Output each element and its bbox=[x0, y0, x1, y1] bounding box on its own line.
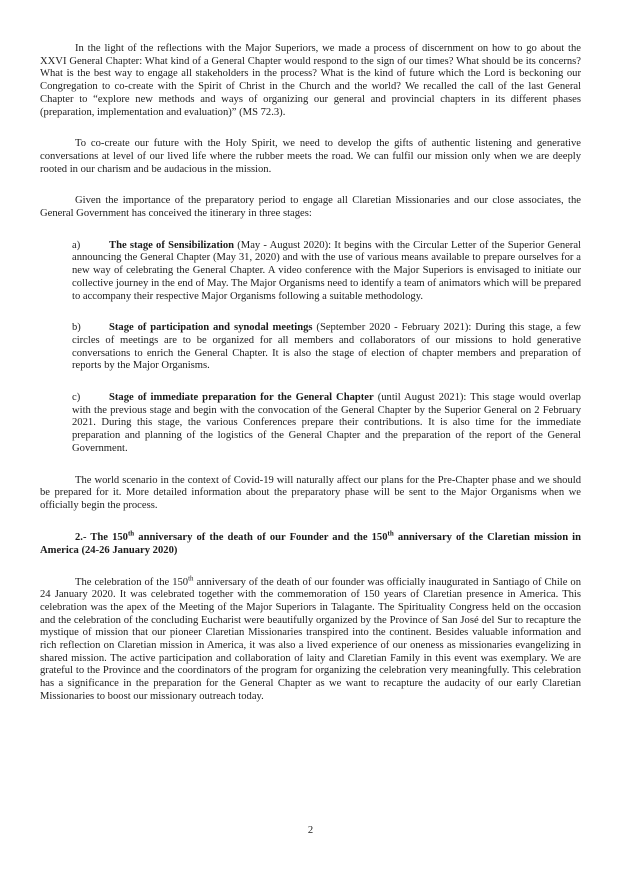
stage-item-a-label: a) bbox=[72, 239, 81, 251]
heading-superscript-th-1: th bbox=[127, 529, 135, 538]
section-heading-150th-anniversary bbox=[40, 529, 581, 558]
stage-item-c-text: (until August 2021): This stage would overlap with the previous stage and begin with the convocation of the General Chapter by the Superior General on 2 February 2021. During this stage, the various Conferences prepare their contributions. It is also time for the immediate preparation and planning of the logistics of the General Chapter and the preparation of the report of the General Government. bbox=[72, 392, 581, 454]
paragraph-cocreate: To co-create our future with the Holy Spirit, we need to develop the gifts of authentic listening and generative conversations at level of our lived life where the rubber meets the road. We can fulfil our mission only when we are deeply rooted in our charism and be audacious in the mission. bbox=[40, 138, 581, 175]
celebration-text-part1: The celebration of the 150 bbox=[75, 576, 189, 588]
stage-item-a-title: The stage of Sensibilization bbox=[109, 239, 235, 251]
stage-item-c-label: c) bbox=[72, 392, 81, 404]
stage-item-c-title: Stage of immediate preparation for the General Chapter bbox=[109, 392, 374, 404]
celebration-text-part2: anniversary of the death of our founder was officially inaugurated in Santiago of Chile on 24 January 2020. It was celebrated together with the commemoration of 150 years of Claretian presence in America. This celebration was the apex of the Meeting of the Major Superiors in Talagante. The Spirituality Congress held on the occasion and the celebration of the concluding Eucharist were beautifully organized by the Province of San José del Sur to recapture the mystique of mission that our pioneer Claretian Missionaries transpired into the continent. Besides valuable information and rich reflection on Claretian mission in America, it was also a lived experience of our oneness as missionaries evangelizing in shared mission. The active participation and collaboration of laity and Claretian Family in this event was exemplary. We are grateful to the Province and the coordinators of the program for organizing the celebration very meaningfully. This celebration has a significance in the preparation for the General Chapter as we want to recapture the audacity of our early Claretian Missionaries to boost our missionary outreach today. bbox=[40, 576, 581, 702]
document-content bbox=[40, 43, 581, 723]
stage-item-c bbox=[72, 392, 581, 456]
heading-text-part3: anniversary of the Claretian mission in America (24-26 January 2020) bbox=[40, 531, 581, 556]
stage-item-b bbox=[72, 322, 581, 373]
celebration-superscript-th: th bbox=[188, 573, 194, 582]
heading-text-part1: 2.- The 150 bbox=[75, 531, 128, 543]
stage-item-a-text: (May - August 2020): It begins with the Circular Letter of the Superior General announcing the General Chapter (May 31, 2020) and with the use of various means available to prepare ourselves for a new way of celebrating the General Chapter. A video conference with the Major Superiors is envisaged to initiate our collective journey in the end of May. The Major Organisms need to identify a team of animators which will be prepared to accompany their respective Major Organisms following a suitable methodology. bbox=[72, 239, 581, 302]
paragraph-celebration bbox=[40, 573, 581, 704]
stage-item-b-label: b) bbox=[72, 322, 81, 334]
heading-text-part2: anniversary of the death of our Founder and the 150 bbox=[134, 531, 388, 543]
paragraph-discernment: In the light of the reflections with the Major Superiors, we made a process of discernment on how to go about the XXVI General Chapter: What kind of a General Chapter would respond to the sign of our times? What should be its concerns? What is the best way to engage all stakeholders in the process? What is the kind of future which the Lord is beckoning our Congregation to co-create with the Spirit of Christ in the Church and the world? We recalled the call of the last General Chapter to “explore new methods and ways of organizing our general and provincial chapters in its different phases (preparation, implementation and evaluation)” (MS 72.3). bbox=[40, 43, 581, 118]
paragraph-itinerary: Given the importance of the preparatory period to engage all Claretian Missionaries and our close associates, the General Government has conceived the itinerary in three stages: bbox=[40, 195, 581, 220]
heading-superscript-th-2: th bbox=[387, 529, 394, 538]
stage-item-a bbox=[72, 240, 581, 304]
stage-item-b-text: (September 2020 - February 2021): During this stage, a few circles of meetings are to be organized for all members and collaborators of our missions to hold generative conversations to enrich the General Chapter. It is also the stage of election of chapter members and preparation of reports by the Major Organisms. bbox=[72, 322, 581, 372]
stage-item-b-title: Stage of participation and synodal meetings bbox=[109, 322, 313, 334]
paragraph-covid: The world scenario in the context of Covid-19 will naturally affect our plans for the Pre-Chapter phase and we should be prepared for it. More detailed information about the preparatory phase will be sent to the Major Organisms when we officially begin the process. bbox=[40, 474, 581, 511]
page-number: 2 bbox=[307, 825, 314, 836]
